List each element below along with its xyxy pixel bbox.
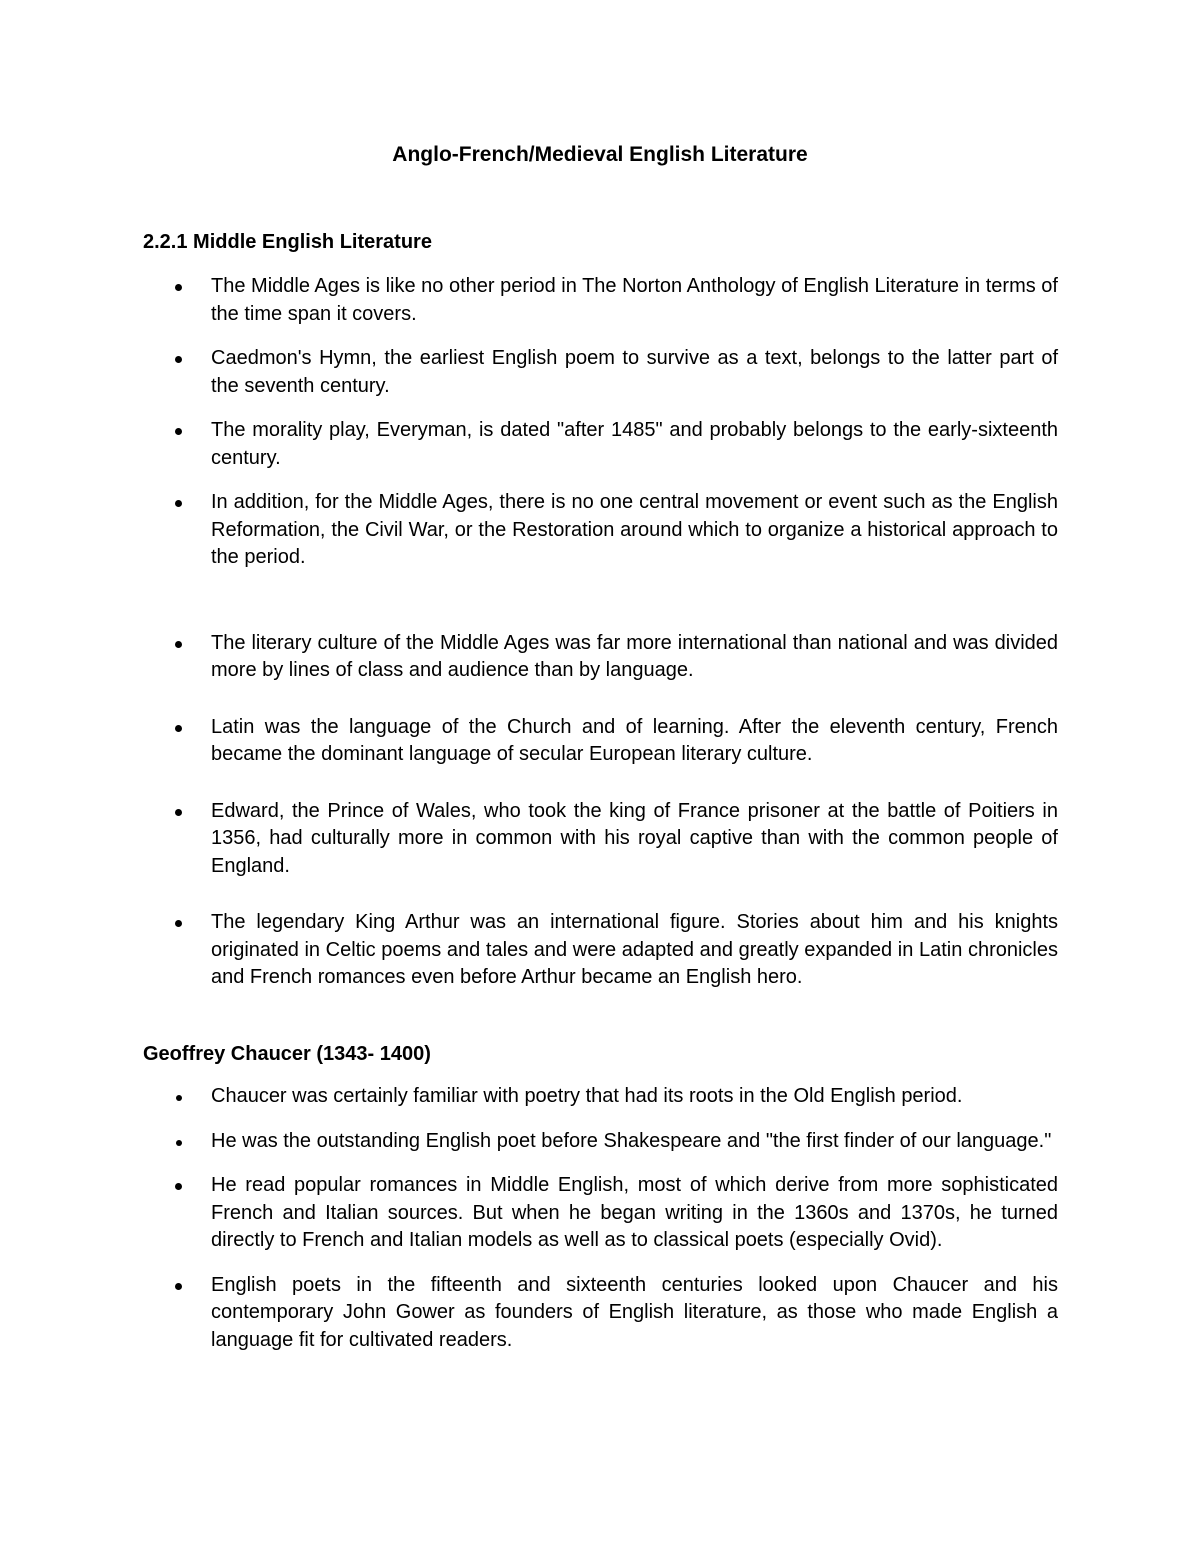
section-heading-chaucer: Geoffrey Chaucer (1343- 1400) bbox=[143, 1043, 431, 1065]
list-item bbox=[0, 489, 1058, 572]
list-item-text: The morality play, Everyman, is dated "after 1485" and probably belongs to the early-sixteenth century. bbox=[211, 419, 1058, 469]
bullet-list-middle-english bbox=[0, 273, 1200, 992]
list-item-text: Edward, the Prince of Wales, who took the king of France prisoner at the battle of Poitiers in 1356, had culturally more in common with his royal captive than with the common people of England. bbox=[211, 799, 1058, 877]
bullet-icon bbox=[175, 1283, 182, 1290]
bullet-icon bbox=[175, 356, 182, 363]
list-item bbox=[0, 909, 1058, 992]
list-item bbox=[0, 630, 1058, 685]
list-item bbox=[0, 1128, 1058, 1156]
bullet-icon bbox=[175, 428, 182, 435]
list-item-text: He read popular romances in Middle English, most of which derive from more sophisticated French and Italian sources. But when he began writing in the 1360s and 1370s, he turned directly to French and Italian models as well as to classical poets (especially Ovid). bbox=[211, 1174, 1058, 1251]
list-item bbox=[0, 1272, 1058, 1355]
list-item-text: The literary culture of the Middle Ages was far more international than national and was divided more by lines of class and audience than by language. bbox=[211, 631, 1058, 681]
list-item-text: Chaucer was certainly familiar with poetry that had its roots in the Old English period. bbox=[211, 1085, 963, 1107]
list-item-text: Latin was the language of the Church and of learning. After the eleventh century, French became the dominant language of secular European literary culture. bbox=[211, 715, 1058, 765]
bullet-icon bbox=[175, 809, 182, 816]
bullet-icon bbox=[175, 284, 182, 291]
list-item-text: English poets in the fifteenth and sixteenth centuries looked upon Chaucer and his contemporary John Gower as founders of English literature, as those who made English a language fit for cultivated readers. bbox=[211, 1273, 1058, 1351]
list-item bbox=[0, 798, 1058, 881]
list-item bbox=[0, 1172, 1058, 1255]
bullet-icon bbox=[176, 1140, 182, 1146]
list-item-text: Caedmon's Hymn, the earliest English poem to survive as a text, belongs to the latter part of the seventh century. bbox=[211, 347, 1058, 397]
list-item bbox=[0, 273, 1058, 328]
bullet-list-chaucer bbox=[0, 1083, 1200, 1354]
bullet-icon bbox=[176, 1095, 182, 1101]
section-heading-middle-english: 2.2.1 Middle English Literature bbox=[143, 231, 432, 253]
document-title: Anglo-French/Medieval English Literature bbox=[392, 143, 808, 166]
list-item-text: He was the outstanding English poet before Shakespeare and "the first finder of our language." bbox=[211, 1129, 1052, 1152]
list-item-text: In addition, for the Middle Ages, there is no one central movement or event such as the English Reformation, the Civil War, or the Restoration around which to organize a historical approach to the period. bbox=[211, 491, 1058, 568]
list-item-text: The Middle Ages is like no other period in The Norton Anthology of English Literature in terms of the time span it covers. bbox=[211, 275, 1058, 325]
bullet-icon bbox=[175, 1183, 182, 1190]
bullet-icon bbox=[175, 641, 182, 648]
list-item bbox=[0, 714, 1058, 769]
bullet-icon bbox=[175, 920, 182, 927]
list-item bbox=[0, 345, 1058, 400]
bullet-icon bbox=[175, 725, 182, 732]
list-item bbox=[0, 417, 1058, 472]
bullet-icon bbox=[175, 500, 182, 507]
list-item bbox=[0, 1083, 1058, 1111]
list-item-text: The legendary King Arthur was an international figure. Stories about him and his knights originated in Celtic poems and tales and were adapted and greatly expanded in Latin chronicles and French romances even before Arthur became an English hero. bbox=[211, 911, 1058, 988]
